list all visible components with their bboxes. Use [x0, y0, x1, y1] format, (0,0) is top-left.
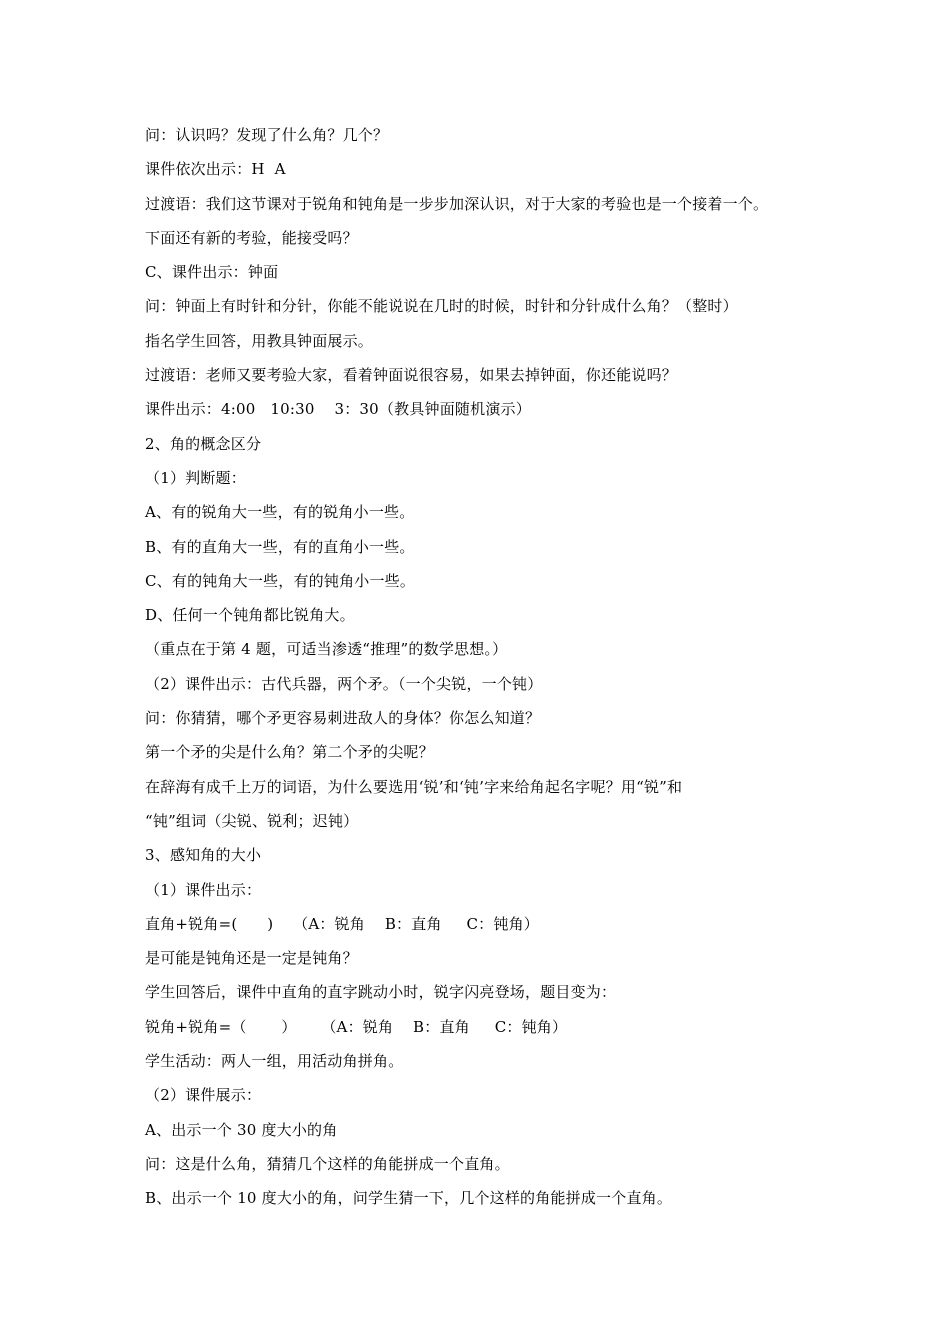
list-item: D、任何一个钝角都比锐角大。: [145, 606, 355, 625]
text-line: （重点在于第 4 题，可适当渗透“推理”的数学思想。）: [145, 640, 508, 659]
text-line: （1）课件出示：: [145, 880, 262, 899]
text-line: 直角+锐角=( ) （A：锐角 B：直角 C：钝角）: [145, 914, 539, 933]
text-line: 学生活动：两人一组，用活动角拼角。: [145, 1052, 404, 1071]
text-line: 学生回答后，课件中直角的直字跳动小时，锐字闪亮登场，题目变为：: [145, 983, 617, 1002]
text-line: 问：钟面上有时针和分针，你能不能说说在几时的时候，时针和分针成什么角？（整时）: [145, 297, 738, 316]
text-line: 指名学生回答，用教具钟面展示。: [145, 331, 374, 350]
text-line: 锐角+锐角=（ ） （A：锐角 B：直角 C：钝角）: [145, 1017, 568, 1036]
text-line: （2）课件出示：古代兵器，两个矛。（一个尖锐，一个钝）: [145, 674, 543, 693]
list-item: B、出示一个 10 度大小的角，问学生猜一下，几个这样的角能拼成一个直角。: [145, 1189, 673, 1208]
text-line: “钝”组词（尖锐、锐利；迟钝）: [145, 811, 359, 830]
section-heading: 2、角的概念区分: [145, 434, 262, 453]
list-item: C、有的钝角大一些，有的钝角小一些。: [145, 571, 416, 590]
text-line: 是可能是钝角还是一定是钝角？: [145, 949, 358, 968]
text-line: （2）课件展示：: [145, 1086, 262, 1105]
text-line: 第一个矛的尖是什么角？第二个矛的尖呢？: [145, 743, 434, 762]
text-line: 在辞海有成千上万的词语，为什么要选用‘锐’和‘钝’字来给角起名字呢？用“锐”和: [145, 777, 683, 796]
list-item: A、出示一个 30 度大小的角: [145, 1120, 338, 1139]
list-item: A、有的锐角大一些，有的锐角小一些。: [145, 503, 415, 522]
text-line: 问：你猜猜，哪个矛更容易刺进敌人的身体？你怎么知道？: [145, 709, 541, 728]
text-line: C、课件出示：钟面: [145, 263, 279, 282]
section-heading: 3、感知角的大小: [145, 846, 262, 865]
text-line: 过渡语：我们这节课对于锐角和钝角是一步步加深认识，对于大家的考验也是一个接着一个。: [145, 194, 769, 213]
text-line: 课件出示：4:00 10:30 3：30（教具钟面随机演示）: [145, 400, 531, 419]
list-item: B、有的直角大一些，有的直角小一些。: [145, 537, 415, 556]
text-line: 问：这是什么角，猜猜几个这样的角能拼成一个直角。: [145, 1154, 510, 1173]
text-line: 下面还有新的考验，能接受吗？: [145, 228, 358, 247]
text-line: 过渡语：老师又要考验大家，看着钟面说很容易，如果去掉钟面，你还能说吗？: [145, 366, 678, 385]
text-line: （1）判断题：: [145, 468, 246, 487]
text-line: 课件依次出示：H A: [145, 160, 286, 179]
text-line: 问：认识吗？发现了什么角？几个？: [145, 126, 389, 144]
document-body: [145, 118, 835, 1216]
